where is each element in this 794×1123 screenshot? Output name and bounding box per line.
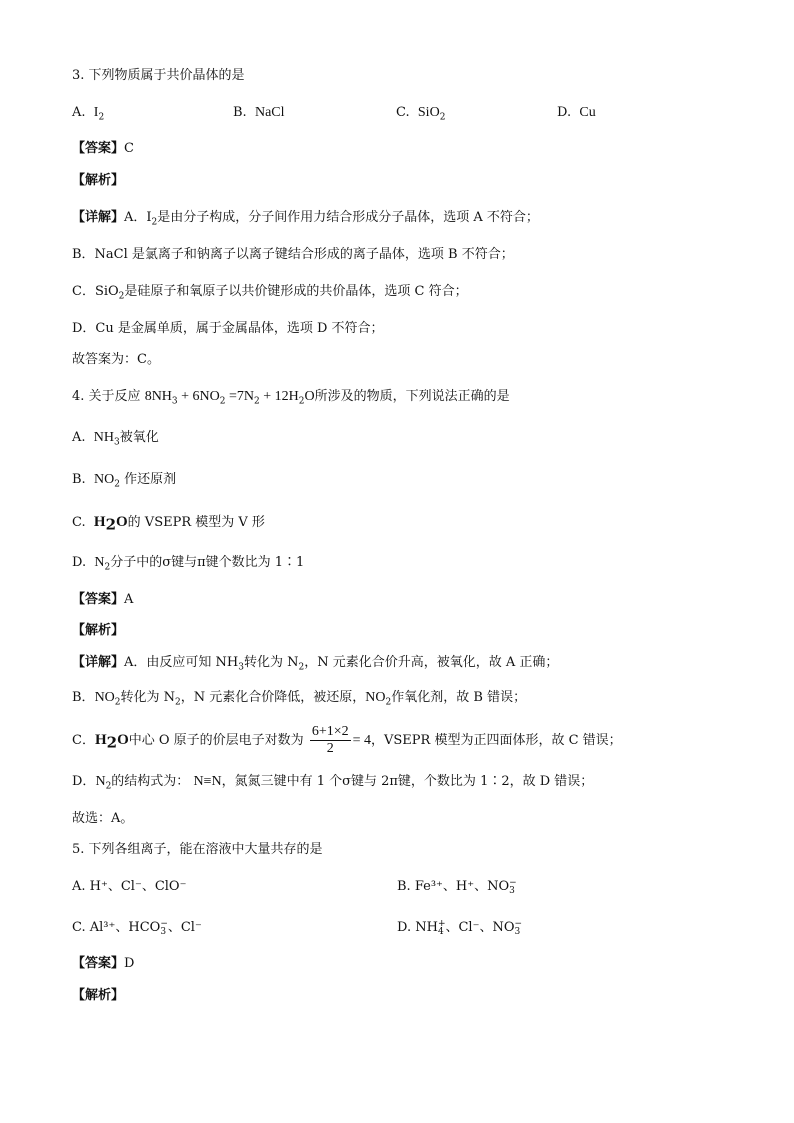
text: 转化为 N (243, 655, 299, 670)
option-text: 、Cl⁻ (167, 920, 202, 935)
subscript: 3 (514, 927, 521, 937)
q4-detail-c (72, 722, 622, 759)
option-formula: NaCl (254, 105, 285, 120)
q4-stem (72, 388, 510, 406)
q5-option-c (72, 919, 202, 937)
option-text: 被氧化 (119, 430, 159, 445)
text: ，N 元素化合价降低，被还原， (180, 690, 366, 705)
q4-option-a (72, 429, 159, 447)
text: 所涉及的物质，下列说法正确的是 (314, 389, 510, 404)
subscript: 2 (105, 781, 112, 792)
q5-option-d (397, 919, 522, 937)
fraction (310, 724, 351, 757)
fraction-denominator: 2 (326, 741, 334, 756)
q4-conclusion: 故选：A。 (72, 811, 134, 826)
superscript: − (509, 878, 517, 888)
q5-option-b (397, 878, 517, 896)
superscript: − (160, 919, 168, 929)
text: ，N 元素化合价升高，被氧化，故 A 正确； (304, 655, 559, 670)
option-text: 、Cl⁻、NO (445, 920, 515, 935)
subscript: 2 (105, 515, 116, 534)
option-formula: I (93, 105, 99, 120)
option-text: 作还原剂 (124, 472, 177, 487)
text: C．SiO (72, 284, 119, 299)
option-text: D. NH (397, 920, 438, 935)
text: 中心 O 原子的价层电子对数为 (128, 733, 304, 748)
equation-part: =7N (225, 389, 255, 404)
text: A．I (124, 210, 152, 225)
subscript: 2 (439, 112, 446, 123)
text: 是硅原子和氧原子以共价键形成的共价晶体，选项 C 符合； (124, 284, 468, 299)
subscript: 2 (104, 562, 111, 573)
option-label: B. (233, 105, 247, 120)
formula: H (94, 732, 107, 748)
option-formula: NH (93, 430, 115, 445)
text: ，氮氮三键中有 1 个σ键与 2π键，个数比为 1∶2，故 D 错误； (221, 774, 594, 789)
option-label: A. (72, 430, 86, 445)
q4-detail-b (72, 689, 526, 707)
text: 转化为 N (120, 690, 176, 705)
q3-option-c (396, 104, 445, 122)
subscript: 2 (175, 697, 181, 708)
option-label: B. (72, 472, 86, 487)
text: B． (72, 690, 95, 705)
equation-part: + 6NO (177, 389, 220, 404)
subscript: 2 (98, 112, 105, 123)
q3-option-a (72, 104, 104, 122)
structural-formula: N≡N (193, 774, 222, 789)
answer-tag: 【答案】 (72, 592, 125, 607)
subscript: 3 (238, 662, 244, 673)
option-text: C. Al³⁺、HCO (72, 920, 161, 935)
option-formula: N (94, 555, 105, 570)
subscript: 2 (151, 217, 158, 228)
subscript: 3 (160, 927, 167, 937)
q3-option-b (233, 104, 285, 122)
q3-stem: 3. 下列物质属于共价晶体的是 (72, 68, 245, 83)
subscript: 3 (509, 886, 515, 896)
q4-option-c (72, 513, 265, 532)
option-formula: NO (93, 472, 115, 487)
answer-value: C (124, 141, 134, 156)
formula: O (117, 732, 129, 748)
answer-value: A (124, 592, 134, 607)
text: 是由分子构成，分子间作用力结合形成分子晶体，选项 A 不符合； (157, 210, 539, 225)
q3-detail-a (72, 209, 539, 227)
subscript: 2 (219, 396, 226, 407)
subscript: 2 (385, 697, 392, 708)
q4-option-d (72, 554, 304, 572)
q4-answer (72, 591, 133, 609)
subscript: 3 (114, 437, 120, 448)
q4-detail-a (72, 654, 558, 672)
subscript: 2 (114, 479, 120, 490)
q5-option-a: A. H⁺、Cl⁻、ClO⁻ (72, 879, 187, 894)
subscript: 2 (118, 291, 125, 302)
q3-conclusion: 故答案为：C。 (72, 352, 160, 367)
q3-analysis-tag: 【解析】 (72, 173, 125, 188)
formula: N (95, 774, 106, 789)
text: 4. 关于反应 (72, 389, 141, 404)
superscript: − (514, 919, 523, 929)
subscript: 2 (298, 396, 305, 407)
q4-detail-d (72, 773, 593, 791)
equation-part: O (304, 389, 315, 404)
q3-answer (72, 140, 134, 158)
subscript: 3 (171, 396, 178, 407)
option-formula: SiO (417, 105, 440, 120)
equation-part: + 12H (259, 389, 299, 404)
option-text: B. Fe³⁺、H⁺、NO (397, 879, 510, 894)
q5-analysis-tag: 【解析】 (72, 988, 125, 1003)
q4-option-b (72, 471, 176, 489)
option-label: A. (72, 105, 86, 120)
subscript: 2 (114, 697, 121, 708)
fraction-numerator: 6+1×2 (311, 724, 349, 739)
text: 的结构式为： (111, 774, 190, 789)
option-text: 分子中的σ键与π键个数比为 1∶1 (110, 555, 305, 570)
answer-value: D (124, 956, 135, 971)
subscript: 2 (106, 733, 118, 752)
option-label: D. (72, 555, 87, 570)
text: D． (72, 774, 96, 789)
text: A．由反应可知 NH (124, 655, 239, 670)
detail-tag: 【详解】 (72, 210, 125, 225)
q3-option-d (557, 104, 596, 122)
detail-tag: 【详解】 (72, 655, 125, 670)
q3-detail-c (72, 283, 468, 301)
superscript: + (437, 919, 446, 929)
option-text: 的 VSEPR 模型为 V 形 (127, 515, 265, 530)
subscript: 4 (437, 927, 444, 937)
option-formula: O (116, 514, 128, 530)
answer-tag: 【答案】 (72, 956, 125, 971)
option-label: C. (72, 515, 86, 530)
option-formula: H (93, 514, 106, 530)
text: ，VSEPR 模型为正四面体形，故 C 错误； (371, 733, 622, 748)
option-label: C. (396, 105, 410, 120)
option-formula: Cu (579, 105, 596, 120)
q5-stem: 5. 下列各组离子，能在溶液中大量共存的是 (72, 842, 323, 857)
q3-detail-d: D．Cu 是金属单质，属于金属晶体，选项 D 不符合； (72, 321, 384, 336)
answer-tag: 【答案】 (72, 141, 125, 156)
subscript: 2 (254, 396, 260, 407)
text: 作氧化剂，故 B 错误； (391, 690, 527, 705)
q3-detail-b: B．NaCl 是氯离子和钠离子以离子键结合形成的离子晶体，选项 B 不符合； (72, 247, 514, 262)
text: C． (72, 733, 95, 748)
q5-answer (72, 955, 134, 973)
equals-value: = 4 (352, 733, 372, 748)
q4-analysis-tag: 【解析】 (72, 623, 125, 638)
formula: NO (94, 690, 115, 705)
option-label: D. (557, 105, 572, 120)
equation-part: 8NH (144, 389, 172, 404)
subscript: 2 (298, 662, 305, 673)
formula: NO (365, 690, 386, 705)
